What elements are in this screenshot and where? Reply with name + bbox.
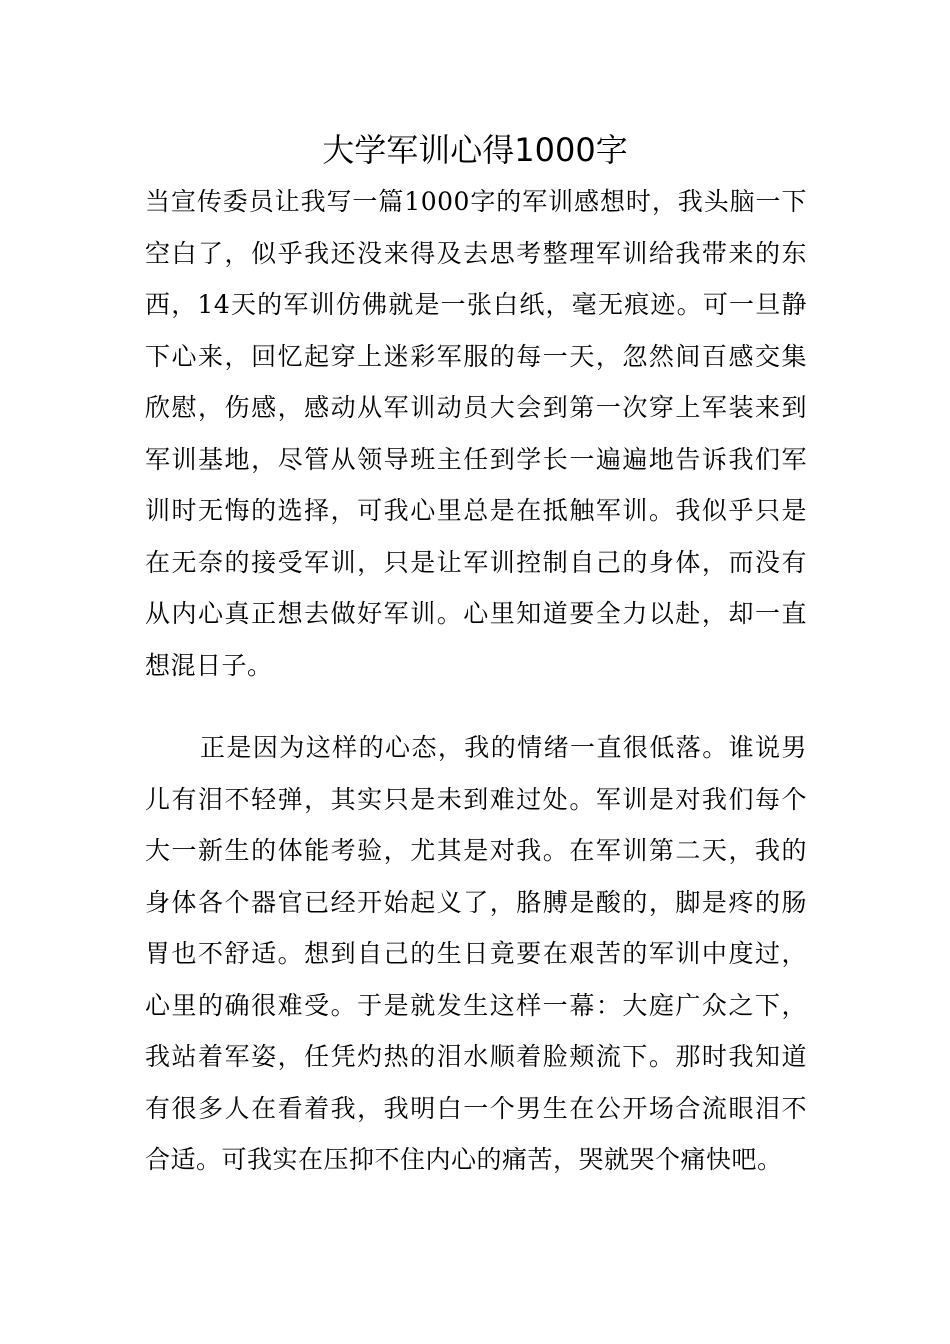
document-title: 大学军训心得1000字: [322, 131, 628, 169]
body-paragraph-1: 当宣传委员让我写一篇1000字的军训感想时，我头脑一下空白了，似乎我还没来得及去思考整理军训给我带来的东西，14天的军训仿佛就是一张白纸，毫无痕迹。可一旦静下心来，回忆起穿上迷彩军服的每一天，忽然间百感交集欣慰，伤感，感动从军训动员大会到第一次穿上军装来到军训基地，尽管从领导班主任到学长一遍遍地告诉我们军训时无悔的选择，可我心里总是在抵触军训。我似乎只是在无奈的接受军训，只是让军训控制自己的身体，而没有从内心真正想去做好军训。心里知道要全力以赴，却一直想混日子。: [145, 187, 807, 680]
body-paragraph-2: 正是因为这样的心态，我的情绪一直很低落。谁说男儿有泪不轻弹，其实只是未到难过处。军训是对我们每个大一新生的体能考验，尤其是对我。在军训第二天，我的身体各个器官已经开始起义了，胳膊是酸的，脚是疼的肠胃也不舒适。想到自己的生日竟要在艰苦的军训中度过，心里的确很难受。于是就发生这样一幕：大庭广众之下，我站着军姿，任凭灼热的泪水顺着脸颊流下。那时我知道有很多人在看着我，我明白一个男生在公开场合流眼泪不合适。可我实在压抑不住内心的痛苦，哭就哭个痛快吧。: [145, 733, 807, 1174]
